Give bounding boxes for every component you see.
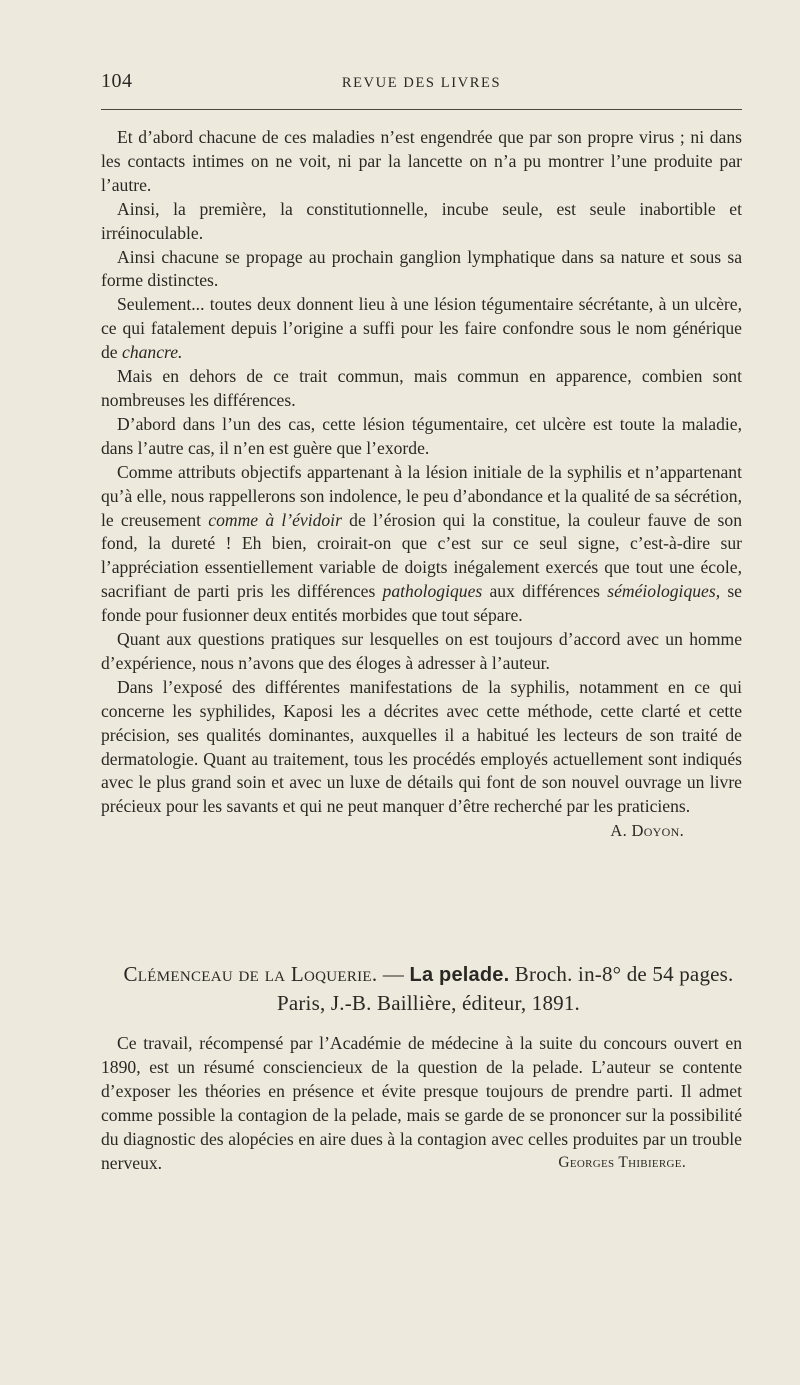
paragraph: Dans l’exposé des différentes manifestations de la syphilis, notamment en ce qui concerne les syphilides, Kaposi les a décrites avec cette méthode, cette clarté et cette précision, ses qualités dominantes, auxquelles il a habitué les lecteurs de son traité de dermatologie. Quant au traitement, tous les procédés employés actuellement sont indiqués avec le plus grand soin et avec un luxe de détails qui font de son nouvel ouvrage un livre précieux pour les savants et qui ne peut manquer d’être recherché par les praticiens. — [101, 676, 742, 817]
text-run: de l’érosion qui la constitue, la couleur fauve de son fond, la dureté ! Eh bien, croirait-on que c’est sur ce seul signe, c’est-à-dire sur l’appréciation essentiellement variable de doigts inégalement exercés que tout une école, sacrifiant de parti pris les différences — [101, 509, 742, 602]
book-title: La pelade. — [409, 964, 510, 986]
text-run: Comme attributs objectifs appartenant à la lésion initiale de la syphilis et n’appartenant qu’à elle, nous rappellerons son indolence, le peu d’abondance et la qualité de sa sécrétion, le creusement — [101, 461, 742, 530]
paragraph: Mais en dehors de ce trait commun, mais commun en apparence, combien sont nombreuses les différences. — [101, 366, 742, 410]
paragraph: Ce travail, récompensé par l’Académie de médecine à la suite du concours ouvert en 1890, est un résumé consciencieux de la question de la pelade. L’auteur se contente d’exposer les théories en présence et évite presque toujours de prendre parti. Il admet comme possible la contagion de la pelade, mais se garde de se prononcer sur la possibilité du diagnostic des alopécies en aire dues à la contagion avec celles produites par un trouble nerveux. — [101, 1033, 742, 1173]
running-title: REVUE DES LIVRES — [341, 75, 502, 91]
signature-line — [101, 819, 742, 843]
dash: — — [377, 962, 410, 986]
paragraph: Ainsi, la première, la constitutionnelle, incube seule, est seule inabortible et irréinoculable. — [101, 198, 742, 243]
paragraph: Quant aux questions pratiques sur lesquelles on est toujours d’accord avec un homme d’expérience, nous n’avons que des éloges à adresser à l’auteur. — [101, 629, 742, 673]
italic-term: pathologiques — [382, 581, 483, 602]
italic-term: comme à l’évidoir — [208, 509, 342, 530]
paragraph: D’abord dans l’un des cas, cette lésion tégumentaire, cet ulcère est toute la maladie, dans l’autre cas, il n’en est guère que l’exorde. — [101, 413, 742, 458]
text-run: aux différences — [482, 581, 608, 602]
review-thibierge — [101, 1032, 742, 1175]
book-heading — [101, 960, 756, 1017]
italic-term: séméiologiques, — [607, 581, 721, 602]
book-publisher: Paris, J.-B. Baillière, éditeur, 1891. — [276, 991, 581, 1015]
italic-term: chancre. — [122, 342, 183, 363]
paragraph: Et d’abord chacune de ces maladies n’est engendrée que par son propre virus ; ni dans les contacts intimes on ne voit, ni par la lancette on n’a pu montrer l’une produite par l’autre. — [101, 127, 742, 195]
page-header — [101, 70, 742, 98]
paragraph: Ainsi chacune se propage au prochain ganglion lymphatique dans sa nature et sous sa forme distinctes. — [101, 246, 742, 291]
review-doyon — [101, 126, 742, 843]
text-run: se fonde pour fusionner deux entités morbides que tout sépare. — [101, 581, 742, 626]
reviewer-signature: Georges Thibierge. — [558, 1154, 686, 1172]
paragraph — [101, 293, 742, 365]
reviewer-signature: A. Doyon. — [610, 821, 684, 841]
paragraph — [101, 461, 742, 628]
book-author: Clémenceau de la Loquerie. — [123, 962, 378, 986]
page-number: 104 — [101, 70, 133, 92]
header-rule — [101, 109, 742, 110]
book-details: Broch. in-8° de 54 pages. — [509, 962, 734, 986]
text-run: Seulement... toutes deux donnent lieu à une lésion tégumentaire sécrétante, à un ulcère, ce qui fatalement depuis l’origine a suffi pour les faire confondre sous le nom générique de — [101, 294, 742, 363]
signature-line — [101, 1151, 742, 1175]
